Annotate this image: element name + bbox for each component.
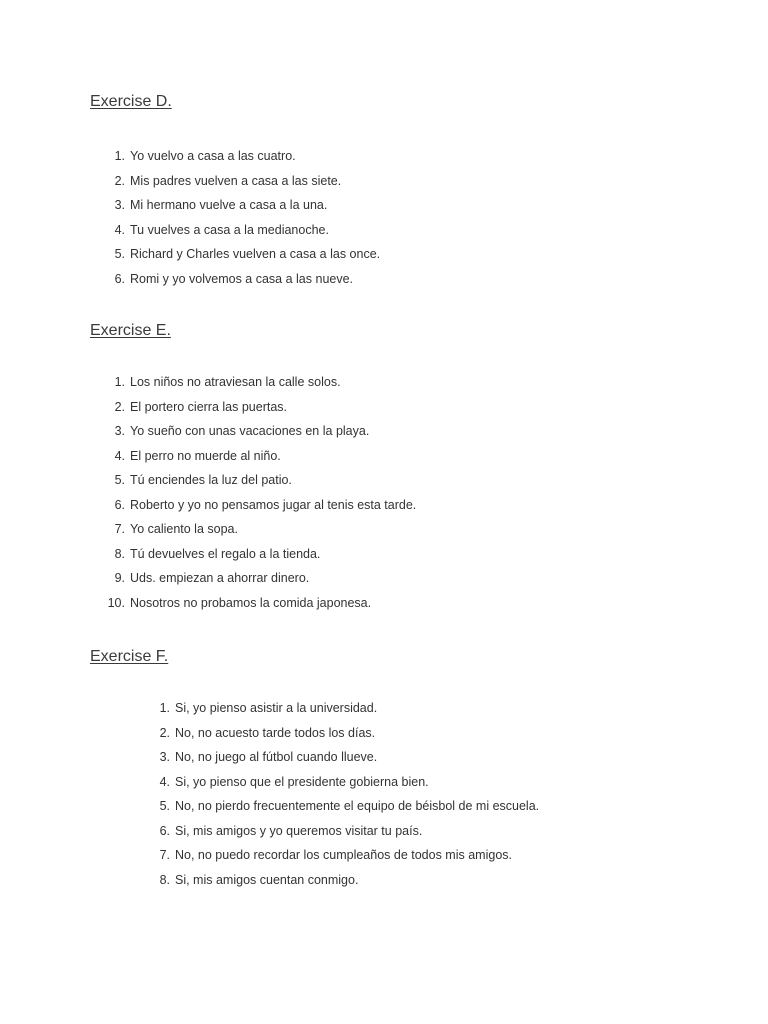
item-number: 3. (114, 198, 125, 212)
item-number: 2. (159, 725, 170, 740)
item-number: 7. (114, 522, 125, 536)
item-text: Si, yo pienso que el presidente gobierna bien. (175, 774, 429, 789)
exercise-d-heading: Exercise D. (90, 93, 172, 110)
item-number: 5. (114, 247, 125, 261)
item-number: 6. (114, 497, 125, 512)
item-text: Mis padres vuelven a casa a las siete. (130, 173, 342, 188)
item-text: El perro no muerde al niño. (130, 448, 281, 463)
exercise-f-heading: Exercise F. (90, 648, 169, 665)
item-text: El portero cierra las puertas. (130, 399, 288, 414)
item-number: 9. (114, 571, 125, 585)
item-text: Tu vuelves a casa a la medianoche. (130, 222, 329, 237)
item-number: 1. (159, 701, 170, 715)
item-text: Si, mis amigos y yo queremos visitar tu país. (175, 823, 423, 838)
item-text: No, no acuesto tarde todos los días. (175, 725, 376, 740)
item-text: Los niños no atraviesan la calle solos. (130, 375, 341, 389)
item-text: No, no juego al fútbol cuando llueve. (175, 750, 378, 764)
item-number: 1. (114, 375, 125, 389)
item-text: Yo vuelvo a casa a las cuatro. (130, 149, 296, 163)
item-number: 1. (114, 149, 125, 163)
item-number: 3. (159, 750, 170, 764)
item-number: 3. (114, 424, 125, 438)
item-number: 5. (114, 473, 125, 487)
item-text: No, no puedo recordar los cumpleaños de todos mis amigos. (175, 848, 512, 862)
item-text: Richard y Charles vuelven a casa a las once. (130, 247, 381, 261)
item-number: 6. (159, 823, 170, 838)
item-text: Yo caliento la sopa. (130, 522, 238, 536)
item-number: 6. (114, 271, 125, 286)
item-text: Uds. empiezan a ahorrar dinero. (130, 571, 310, 585)
item-number: 7. (159, 848, 170, 862)
item-number: 4. (114, 448, 125, 463)
item-number: 2. (114, 399, 125, 414)
item-number: 4. (159, 774, 170, 789)
item-number: 8. (114, 546, 125, 561)
item-text: Mi hermano vuelve a casa a la una. (130, 198, 328, 212)
item-number: 10. (107, 595, 125, 610)
item-text: Tú devuelves el regalo a la tienda. (130, 546, 321, 561)
item-number: 4. (114, 222, 125, 237)
item-number: 2. (114, 173, 125, 188)
item-text: Si, yo pienso asistir a la universidad. (175, 701, 378, 715)
item-text: Nosotros no probamos la comida japonesa. (130, 595, 372, 610)
item-text: Yo sueño con unas vacaciones en la playa. (130, 424, 370, 438)
item-text: Roberto y yo no pensamos jugar al tenis esta tarde. (130, 497, 417, 512)
item-text: Tú enciendes la luz del patio. (130, 473, 292, 487)
item-text: No, no pierdo frecuentemente el equipo de béisbol de mi escuela. (175, 799, 540, 813)
item-text: Si, mis amigos cuentan conmigo. (175, 872, 359, 887)
item-number: 5. (159, 799, 170, 813)
exercise-e-heading: Exercise E. (90, 322, 171, 339)
item-text: Romi y yo volvemos a casa a las nueve. (130, 271, 354, 286)
item-number: 8. (159, 872, 170, 887)
